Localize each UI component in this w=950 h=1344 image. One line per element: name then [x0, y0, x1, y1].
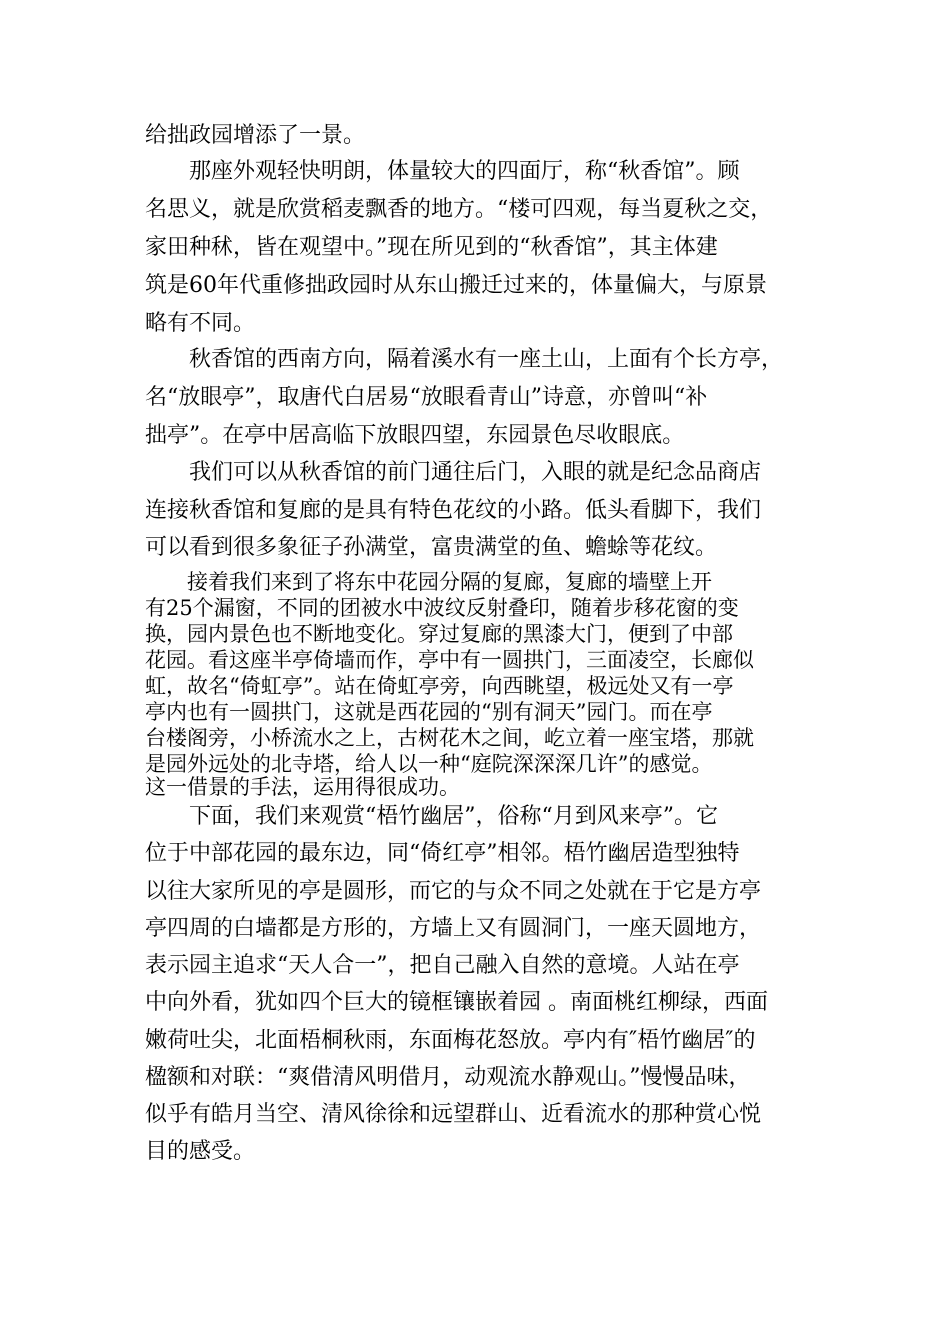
text-line: 连接秋香馆和复廊的是具有特色花纹的小路。低头看脚下，我们 [145, 498, 762, 523]
text-line: 中向外看，犹如四个巨大的镜框镶嵌着园 。南面桃红柳绿，西面 [145, 990, 768, 1015]
text-line: 亭四周的白墙都是方形的，方墙上又有圆洞门，一座天圆地方， [145, 916, 762, 941]
text-line: 楹额和对联：“爽借清风明借月，动观流水静观山。”慢慢品味， [145, 1065, 751, 1090]
text-line: 筑是60年代重修拙政园时从东山搬迁过来的，体量偏大，与原景 [145, 273, 767, 298]
text-line: 亭内也有一圆拱门，这就是西花园的“别有洞天”园门。而在亭 [145, 700, 713, 724]
text-line: 花园。看这座半亭倚墙而作，亭中有一圆拱门，三面凌空，长廊似 [145, 648, 754, 672]
text-line: 台楼阁旁，小桥流水之上，古树花木之间，屹立着一座宝塔，那就 [145, 726, 754, 750]
text-line: 位于中部花园的最东边，同“倚红亭”相邻。梧竹幽居造型独特 [145, 841, 740, 866]
text-line: 给拙政园增添了一景。 [145, 123, 366, 148]
text-line: 表示园主追求“天人合一”，把自己融入自然的意境。人站在亭 [145, 953, 740, 978]
text-line: 目的感受。 [145, 1139, 256, 1164]
text-line: 拙亭”。在亭中居高临下放眼四望，东园景色尽收眼底。 [145, 423, 685, 448]
text-line: 可以看到很多象征子孙满堂，富贵满堂的鱼、蟾蜍等花纹。 [145, 535, 718, 560]
text-line: 秋香馆的西南方向，隔着溪水有一座土山，上面有个长方亭， [145, 347, 784, 372]
text-line: 有25个漏窗，不同的团被水中波纹反射叠印，随着步移花窗的变 [145, 596, 739, 620]
text-line: 下面，我们来观赏“梧竹幽居”，俗称“月到风来亭”。它 [145, 804, 718, 829]
text-line: 名思义，就是欣赏稻麦飘香的地方。“楼可四观，每当夏秋之交， [145, 197, 773, 222]
text-line: 是园外远处的北寺塔，给人以一种“庭院深深深几许”的感觉。 [145, 752, 713, 776]
text-line: 略有不同。 [145, 311, 256, 336]
text-line: 接着我们来到了将东中花园分隔的复廊，复廊的墙壁上开 [145, 570, 712, 594]
text-line: 那座外观轻快明朗，体量较大的四面厅，称“秋香馆”。顾 [145, 159, 740, 184]
text-line: 名“放眼亭”，取唐代白居易“放眼看青山”诗意，亦曾叫“补 [145, 385, 708, 410]
text-line: 我们可以从秋香馆的前门通往后门，入眼的就是纪念品商店 [145, 460, 762, 485]
text-line: 似乎有皓月当空、清风徐徐和远望群山、近看流水的那种赏心悦 [145, 1102, 762, 1127]
text-line: 家田种秫，皆在观望中。”现在所见到的“秋香馆”，其主体建 [145, 235, 718, 260]
text-line: 嫩荷吐尖，北面梧桐秋雨，东面梅花怒放。亭内有″梧竹幽居″的 [145, 1028, 756, 1053]
text-line: 虹，故名“倚虹亭”。站在倚虹亭旁，向西眺望，极远处又有一亭 [145, 674, 734, 698]
text-line: 以往大家所见的亭是圆形，而它的与众不同之处就在于它是方亭 [145, 879, 762, 904]
text-line: 换，园内景色也不断地变化。穿过复廊的黑漆大门，便到了中部 [145, 622, 733, 646]
text-line: 这一借景的手法，运用得很成功。 [145, 775, 460, 799]
